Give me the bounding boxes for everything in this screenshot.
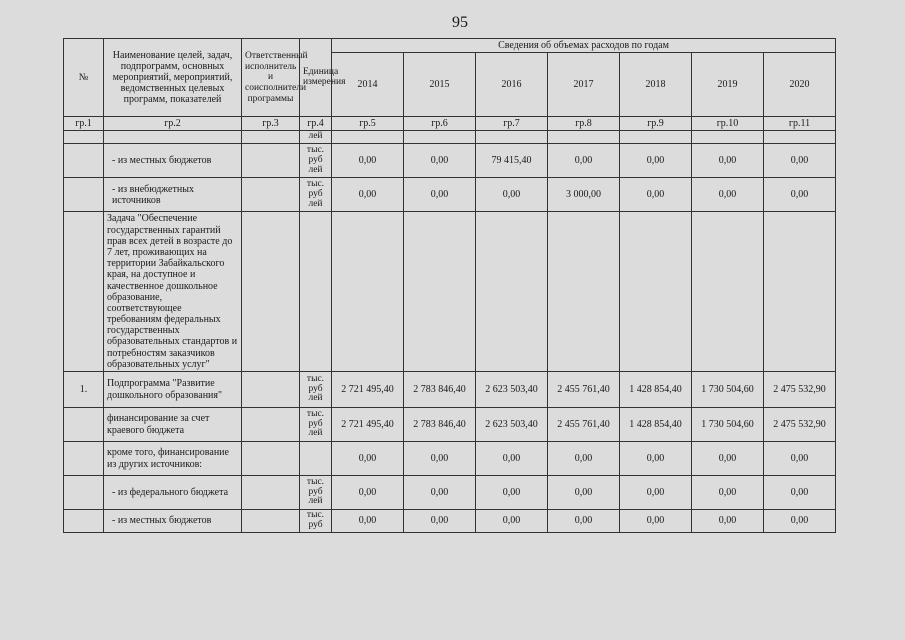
table-row [64,131,836,144]
cell-unit: тыс. руб лей [300,476,332,510]
header-year: 2017 [548,53,620,117]
cell-value: 0,00 [548,476,620,510]
header-expenditure-group: Сведения об объемах расходов по годам [332,39,836,53]
table-row [64,178,836,212]
cell-unit: тыс. руб [300,510,332,533]
cell-no [64,212,104,372]
cell-name: - из местных бюджетов [104,144,242,178]
cell-unit: тыс. руб лей [300,408,332,442]
cell-value: 0,00 [476,442,548,476]
cell-value: 1 428 854,40 [620,372,692,408]
cell-value: 0,00 [476,510,548,533]
cell-value: 0,00 [764,510,836,533]
cell-name: финансирование за счет краевого бюджета [104,408,242,442]
table-row [64,442,836,476]
cell-value: 0,00 [764,178,836,212]
cell-value [332,212,404,372]
column-number: гр.8 [548,117,620,131]
cell-value: 0,00 [692,510,764,533]
cell-value: 2 623 503,40 [476,372,548,408]
cell-name [104,131,242,144]
cell-responsible [242,144,300,178]
column-number: гр.6 [404,117,476,131]
cell-value: 0,00 [548,144,620,178]
column-number: гр.11 [764,117,836,131]
cell-value: 1 730 504,60 [692,372,764,408]
column-number: гр.10 [692,117,764,131]
cell-value: 2 475 532,90 [764,408,836,442]
cell-no: 1. [64,372,104,408]
table-row [64,476,836,510]
cell-value [404,212,476,372]
cell-value: 0,00 [332,442,404,476]
cell-unit [300,442,332,476]
cell-value: 2 783 846,40 [404,372,476,408]
cell-value: 1 730 504,60 [692,408,764,442]
column-number: гр.1 [64,117,104,131]
header-year: 2016 [476,53,548,117]
cell-name: - из федерального бюджета [104,476,242,510]
cell-value: 0,00 [332,178,404,212]
cell-value: 2 721 495,40 [332,372,404,408]
cell-responsible [242,476,300,510]
cell-no [64,144,104,178]
cell-value: 0,00 [620,510,692,533]
cell-value: 0,00 [332,144,404,178]
cell-value: 0,00 [332,476,404,510]
cell-responsible [242,442,300,476]
cell-value: 2 623 503,40 [476,408,548,442]
header-unit: Единица измерения [300,39,332,117]
cell-value: 2 721 495,40 [332,408,404,442]
cell-value: 0,00 [620,144,692,178]
cell-unit: лей [300,131,332,144]
page-number: 95 [452,14,468,31]
table-row [64,408,836,442]
cell-value: 0,00 [692,476,764,510]
cell-responsible [242,372,300,408]
cell-value: 79 415,40 [476,144,548,178]
cell-value [692,131,764,144]
cell-no [64,131,104,144]
cell-value [548,212,620,372]
cell-value: 0,00 [404,510,476,533]
cell-value: 0,00 [620,442,692,476]
cell-value: 0,00 [692,144,764,178]
cell-name: - из внебюджетных источников [104,178,242,212]
table-row [64,144,836,178]
cell-responsible [242,178,300,212]
column-number: гр.4 [300,117,332,131]
cell-value: 0,00 [764,476,836,510]
cell-unit [300,212,332,372]
cell-value: 0,00 [692,442,764,476]
cell-value: 0,00 [404,178,476,212]
header-year: 2020 [764,53,836,117]
cell-name: - из местных бюджетов [104,510,242,533]
cell-no [64,442,104,476]
cell-value [548,131,620,144]
column-number: гр.3 [242,117,300,131]
cell-responsible [242,212,300,372]
cell-name: Подпрограмма "Развитие дошкольного образования" [104,372,242,408]
header-name: Наименование целей, задач, подпрограмм, основных мероприятий, мероприятий, ведомственных целевых программ, показателей [104,39,242,117]
cell-unit: тыс. руб лей [300,144,332,178]
cell-value [620,212,692,372]
cell-value: 0,00 [692,178,764,212]
cell-value: 3 000,00 [548,178,620,212]
cell-value [476,212,548,372]
cell-value: 0,00 [548,442,620,476]
cell-value [620,131,692,144]
cell-no [64,178,104,212]
table-row-subprogram [64,372,836,408]
header-year: 2014 [332,53,404,117]
cell-value: 0,00 [620,476,692,510]
column-number: гр.7 [476,117,548,131]
cell-responsible [242,510,300,533]
cell-value: 0,00 [764,442,836,476]
cell-value: 0,00 [404,144,476,178]
cell-value: 2 455 761,40 [548,372,620,408]
cell-value: 0,00 [764,144,836,178]
cell-name: Задача "Обеспечение государственных гарантий прав всех детей в возрасте до 7 лет, проживающих на территории Забайкальского края, на доступное и качественное дошкольное образование, соответствующее требованиям федеральных государственных образовательных стандартов и потребностям заказчиков образовательных услуг" [104,212,242,372]
cell-value: 2 455 761,40 [548,408,620,442]
cell-responsible [242,131,300,144]
cell-value: 1 428 854,40 [620,408,692,442]
cell-no [64,510,104,533]
cell-value: 0,00 [476,476,548,510]
cell-value: 0,00 [620,178,692,212]
cell-value [692,212,764,372]
column-number: гр.9 [620,117,692,131]
cell-value: 2 783 846,40 [404,408,476,442]
cell-value: 0,00 [476,178,548,212]
column-number: гр.5 [332,117,404,131]
cell-value [764,131,836,144]
header-year: 2015 [404,53,476,117]
cell-unit: тыс. руб лей [300,178,332,212]
cell-value [764,212,836,372]
cell-value: 0,00 [404,442,476,476]
cell-value: 0,00 [332,510,404,533]
cell-unit: тыс. руб лей [300,372,332,408]
cell-value [332,131,404,144]
header-year: 2018 [620,53,692,117]
cell-no [64,476,104,510]
column-number: гр.2 [104,117,242,131]
table-row [64,510,836,533]
cell-name: кроме того, финансирование из других источников: [104,442,242,476]
header-no: № [64,39,104,117]
cell-responsible [242,408,300,442]
table-row-task [64,212,836,372]
cell-value: 0,00 [548,510,620,533]
expenditure-table [63,38,836,533]
cell-value [476,131,548,144]
cell-value [404,131,476,144]
header-responsible: Ответственный исполнитель и соисполнители программы [242,39,300,117]
cell-value: 2 475 532,90 [764,372,836,408]
column-number-row [64,117,836,131]
cell-no [64,408,104,442]
header-year: 2019 [692,53,764,117]
cell-value: 0,00 [404,476,476,510]
